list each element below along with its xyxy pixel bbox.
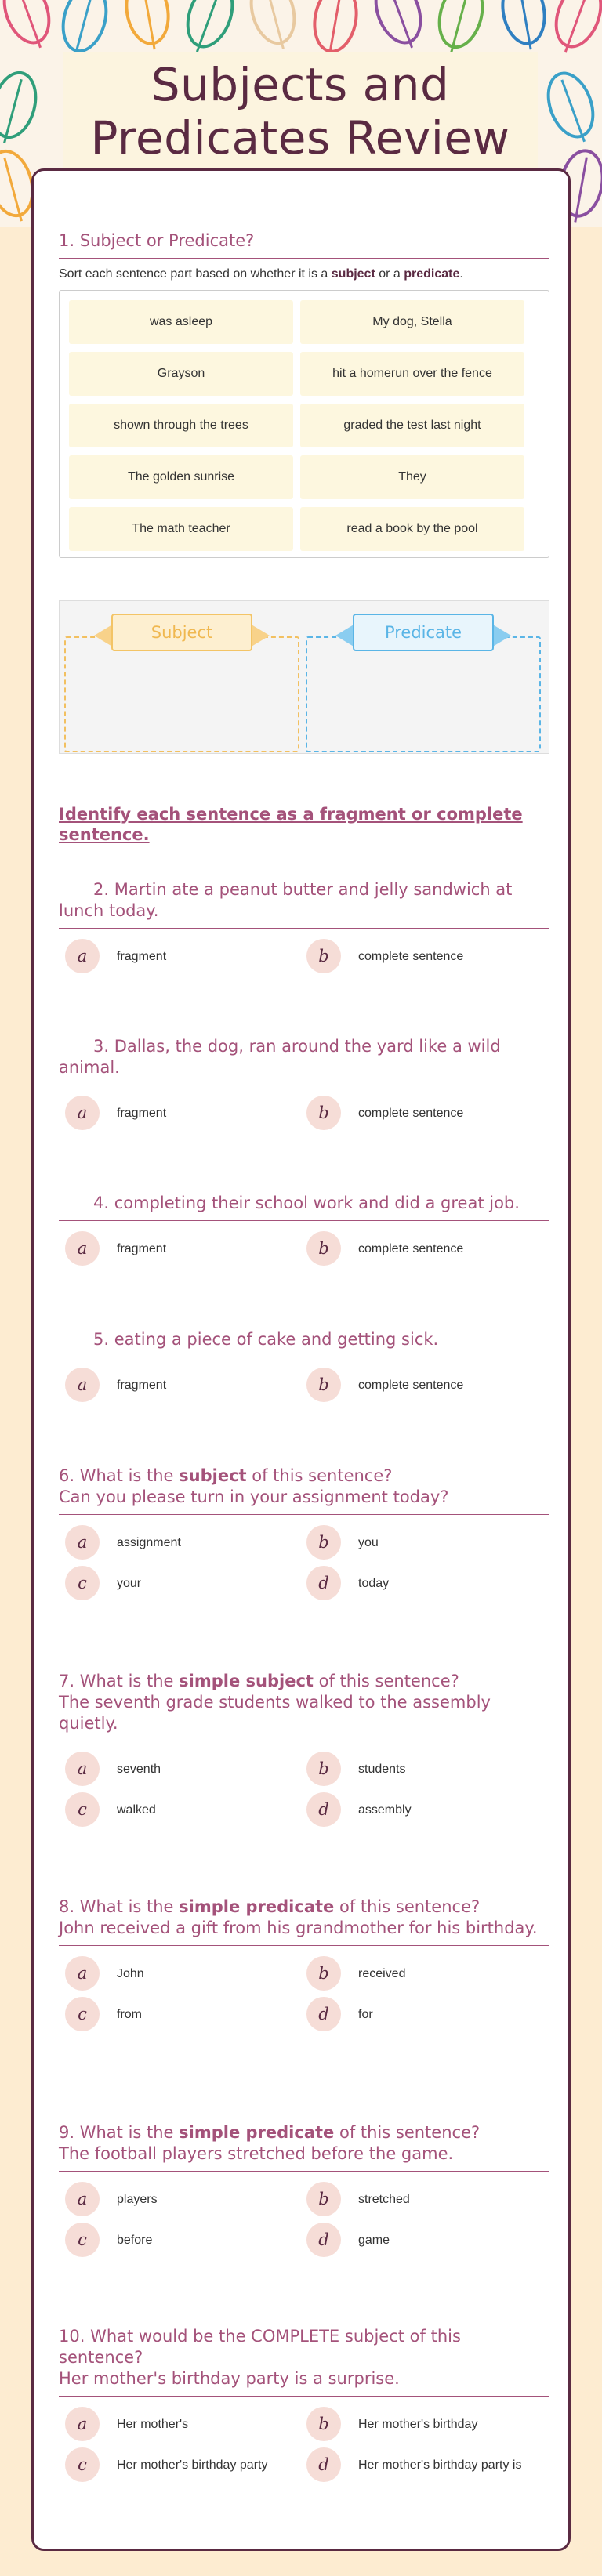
title-text: of this sentence? <box>334 2123 481 2142</box>
option-letter: a <box>65 2407 100 2441</box>
question-sentence: Her mother's birthday party is a surprise. <box>59 2369 400 2388</box>
option-text: complete sentence <box>358 949 464 963</box>
sort-drop-area <box>59 600 549 754</box>
draggable-chip[interactable]: was asleep <box>69 300 293 344</box>
option-letter: c <box>65 2223 100 2257</box>
option-text: Her mother's <box>117 2417 189 2431</box>
question-4 <box>59 1193 549 1266</box>
answer-option-b[interactable] <box>300 938 542 974</box>
option-letter: a <box>65 1956 100 1991</box>
option-text: for <box>358 2007 373 2021</box>
question-title <box>59 1897 549 1918</box>
option-letter: a <box>65 1525 100 1560</box>
option-text: received <box>358 1966 406 1980</box>
option-text: seventh <box>117 1762 161 1776</box>
answer-option-a[interactable] <box>59 1095 300 1131</box>
answer-option-a[interactable] <box>59 1367 300 1403</box>
answer-option-c[interactable] <box>59 2222 300 2258</box>
answer-option-b[interactable] <box>300 1230 542 1266</box>
leaf-decoration <box>120 0 175 49</box>
subject-label: Subject <box>111 614 252 651</box>
question-title: 5. eating a piece of cake and getting sick. <box>93 1330 439 1349</box>
draggable-chip[interactable]: The math teacher <box>69 507 293 551</box>
draggable-chip[interactable]: hit a homerun over the fence <box>300 352 524 396</box>
option-text: John <box>117 1966 144 1980</box>
answer-option-b[interactable] <box>300 2181 542 2217</box>
worksheet-card <box>31 168 571 2551</box>
option-text: you <box>358 1535 379 1549</box>
draggable-chip[interactable]: shown through the trees <box>69 404 293 447</box>
option-text: before <box>117 2233 153 2247</box>
sort-instructions <box>59 267 549 281</box>
option-letter: d <box>306 1792 341 1827</box>
title-bold: simple predicate <box>179 1897 335 1916</box>
answer-option-c[interactable] <box>59 1565 300 1601</box>
leaf-decoration <box>243 0 303 50</box>
question-sentence: The seventh grade students walked to the assembly quietly. <box>59 1693 491 1733</box>
option-letter: d <box>306 2223 341 2257</box>
answer-option-c[interactable] <box>59 1996 300 2032</box>
option-letter: d <box>306 1997 341 2031</box>
option-letter: b <box>306 1096 341 1130</box>
option-text: your <box>117 1576 142 1590</box>
leaf-decoration <box>431 0 491 54</box>
option-letter: c <box>65 1566 100 1600</box>
option-letter: a <box>65 1231 100 1266</box>
answer-option-a[interactable] <box>59 1751 300 1787</box>
divider <box>59 928 549 929</box>
answer-option-b[interactable] <box>300 1095 542 1131</box>
question-sentence: The football players stretched before the game. <box>59 2144 454 2163</box>
option-text: students <box>358 1762 406 1776</box>
option-letter: a <box>65 939 100 973</box>
option-letter: b <box>306 1956 341 1991</box>
option-text: Her mother's birthday <box>358 2417 478 2431</box>
option-letter: c <box>65 1997 100 2031</box>
title-text: of this sentence? <box>246 1466 393 1485</box>
option-text: fragment <box>117 949 167 963</box>
question-8 <box>59 1897 549 2032</box>
question-title: 10. What would be the COMPLETE subject of this sentence? <box>59 2327 461 2367</box>
leaf-decoration <box>308 0 363 56</box>
instr-text: Sort each sentence part based on whether it is a <box>59 267 332 281</box>
title-text: of this sentence? <box>313 1672 459 1690</box>
question-title <box>59 1671 549 1692</box>
answer-option-c[interactable] <box>59 2447 300 2483</box>
leaf-decoration <box>0 0 59 51</box>
answer-option-b[interactable] <box>300 1751 542 1787</box>
leaf-decoration <box>546 0 602 55</box>
title-bold: simple predicate <box>179 2123 335 2142</box>
answer-option-a[interactable] <box>59 1230 300 1266</box>
option-text: fragment <box>117 1378 167 1392</box>
option-letter: b <box>306 2407 341 2441</box>
leaf-decoration <box>178 0 243 55</box>
option-letter: d <box>306 1566 341 1600</box>
instr-text: . <box>459 267 463 281</box>
answer-option-b[interactable] <box>300 2406 542 2442</box>
question-title: 1. Subject or Predicate? <box>59 231 255 250</box>
option-text: complete sentence <box>358 1378 464 1392</box>
question-sentence: Can you please turn in your assignment today? <box>59 1487 449 1506</box>
question-9 <box>59 2122 549 2258</box>
option-text: players <box>117 2192 158 2206</box>
answer-option-a[interactable] <box>59 1955 300 1991</box>
option-letter: b <box>306 1525 341 1560</box>
question-2 <box>59 879 549 974</box>
leaf-decoration <box>0 66 44 143</box>
option-letter: b <box>306 1231 341 1266</box>
subject-drop-zone[interactable] <box>64 636 299 752</box>
title-box <box>63 52 538 168</box>
question-title: 4. completing their school work and did a great job. <box>93 1194 520 1212</box>
leaf-decoration <box>539 65 602 145</box>
question-title: 3. Dallas, the dog, ran around the yard like a wild animal. <box>59 1037 501 1077</box>
option-letter: b <box>306 2182 341 2216</box>
predicate-label: Predicate <box>353 614 494 651</box>
answer-option-d[interactable] <box>300 1996 542 2032</box>
question-title: 2. Martin ate a peanut butter and jelly sandwich at lunch today. <box>59 880 513 920</box>
question-10 <box>59 2326 549 2483</box>
option-letter: a <box>65 1752 100 1786</box>
draggable-chip[interactable]: graded the test last night <box>300 404 524 447</box>
answer-option-c[interactable] <box>59 1792 300 1828</box>
option-letter: a <box>65 1096 100 1130</box>
option-letter: a <box>65 2182 100 2216</box>
option-text: complete sentence <box>358 1241 464 1255</box>
question-title <box>59 1466 549 1487</box>
title-text: 8. What is the <box>59 1897 180 1916</box>
title-bold: subject <box>179 1466 247 1485</box>
question-sentence: John received a gift from his grandmother for his birthday. <box>59 1918 538 1937</box>
answer-option-d[interactable] <box>300 2447 542 2483</box>
option-letter: a <box>65 1368 100 1402</box>
answer-option-d[interactable] <box>300 2222 542 2258</box>
draggable-chip[interactable]: They <box>300 455 524 499</box>
draggable-chip[interactable]: Grayson <box>69 352 293 396</box>
option-text: fragment <box>117 1241 167 1255</box>
divider <box>59 1945 549 1946</box>
question-3 <box>59 1036 549 1131</box>
option-text: game <box>358 2233 390 2247</box>
option-text: Her mother's birthday party is <box>358 2458 522 2472</box>
option-letter: d <box>306 2447 341 2482</box>
divider <box>59 258 549 259</box>
answer-option-a[interactable] <box>59 2406 300 2442</box>
option-text: Her mother's birthday party <box>117 2458 268 2472</box>
option-letter: b <box>306 939 341 973</box>
answer-option-d[interactable] <box>300 1565 542 1601</box>
answer-option-d[interactable] <box>300 1792 542 1828</box>
option-text: today <box>358 1576 390 1590</box>
question-5 <box>59 1329 549 1403</box>
answer-option-a[interactable] <box>59 938 300 974</box>
page-title: Subjects and Predicates Review <box>90 58 510 165</box>
option-text: walked <box>117 1802 156 1817</box>
section-instruction: Identify each sentence as a fragment or complete sentence. <box>59 805 523 844</box>
draggable-chip[interactable]: read a book by the pool <box>300 507 524 551</box>
option-text: assembly <box>358 1802 412 1817</box>
answer-option-b[interactable] <box>300 1367 542 1403</box>
option-letter: b <box>306 1752 341 1786</box>
predicate-drop-zone[interactable] <box>306 636 541 752</box>
option-letter: c <box>65 2447 100 2482</box>
instr-bold-predicate: predicate <box>404 267 460 281</box>
question-1 <box>59 230 549 558</box>
divider <box>59 1220 549 1221</box>
option-text: from <box>117 2007 142 2021</box>
sort-items-box <box>59 290 549 558</box>
question-7 <box>59 1671 549 1828</box>
option-text: complete sentence <box>358 1106 464 1120</box>
title-bold: simple subject <box>179 1672 314 1690</box>
option-letter: c <box>65 1792 100 1827</box>
leaf-decoration <box>496 0 551 49</box>
title-text: 7. What is the <box>59 1672 180 1690</box>
draggable-chip[interactable]: The golden sunrise <box>69 455 293 499</box>
option-text: stretched <box>358 2192 410 2206</box>
draggable-chip[interactable]: My dog, Stella <box>300 300 524 344</box>
answer-option-a[interactable] <box>59 1524 300 1560</box>
title-text: 9. What is the <box>59 2123 180 2142</box>
question-title <box>59 2122 549 2143</box>
leaf-decoration <box>55 0 115 58</box>
option-text: fragment <box>117 1106 167 1120</box>
leaf-decoration <box>366 0 431 51</box>
title-text: of this sentence? <box>334 1897 481 1916</box>
option-text: assignment <box>117 1535 181 1549</box>
instr-bold-subject: subject <box>331 267 375 281</box>
divider <box>59 1514 549 1515</box>
option-letter: b <box>306 1368 341 1402</box>
question-6 <box>59 1466 549 1601</box>
answer-option-a[interactable] <box>59 2181 300 2217</box>
answer-option-b[interactable] <box>300 1955 542 1991</box>
answer-option-b[interactable] <box>300 1524 542 1560</box>
title-text: 6. What is the <box>59 1466 180 1485</box>
divider <box>59 2396 549 2397</box>
divider <box>59 2171 549 2172</box>
instr-text: or a <box>375 267 404 281</box>
